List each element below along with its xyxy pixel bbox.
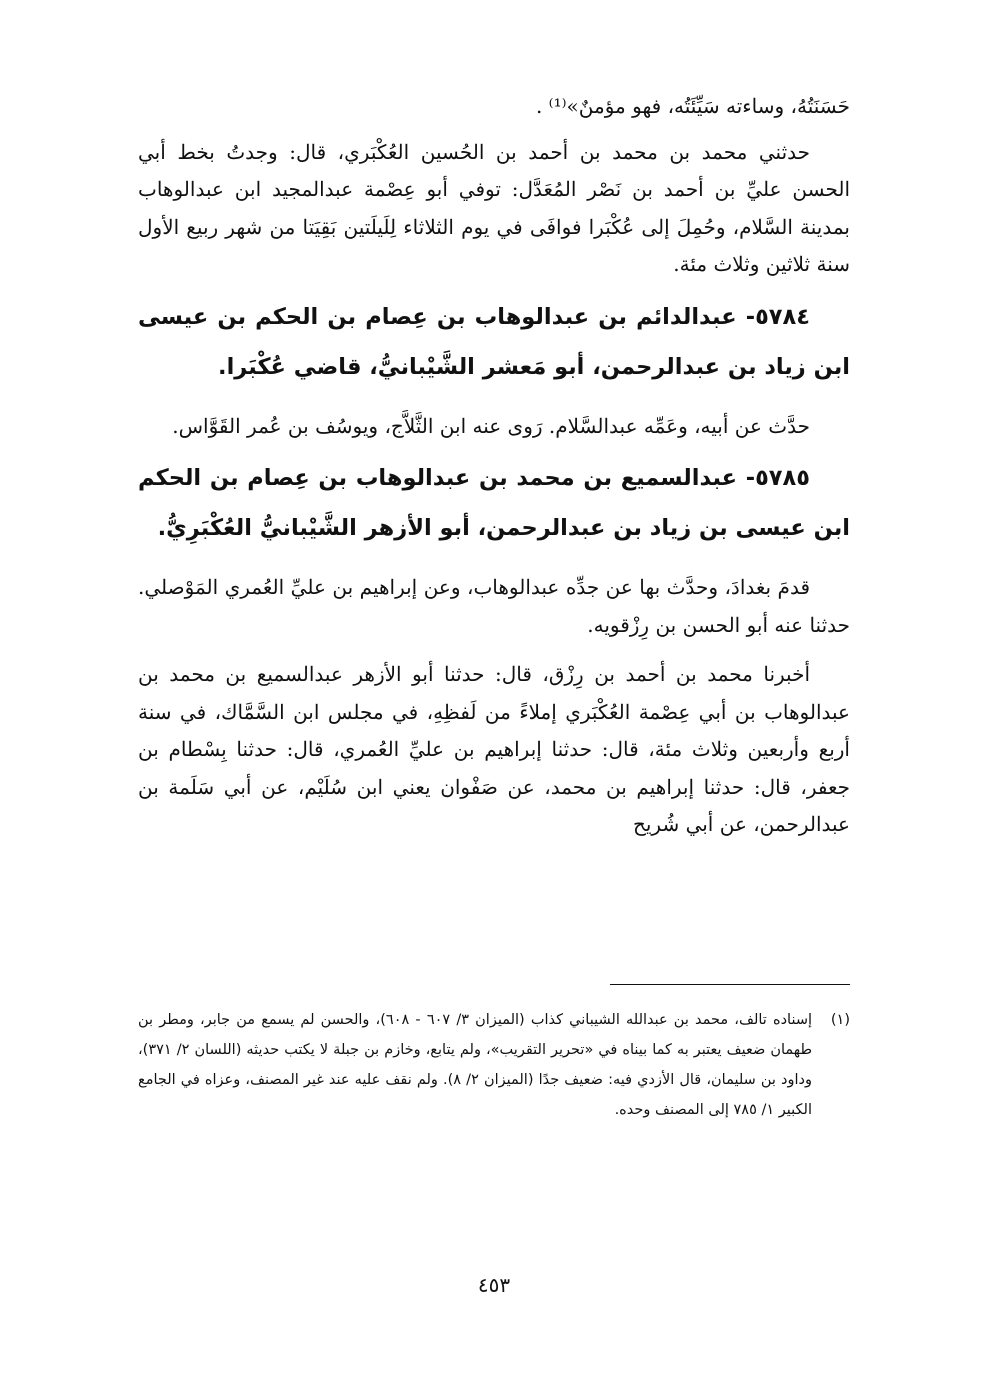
continuation-line: حَسَنَتُهُ، وساءته سَيِّئَتُه، فهو مؤمنٌ»⁽¹⁾ .: [535, 94, 850, 118]
paragraph-death-record: حدثني محمد بن محمد بن أحمد بن الحُسين العُكْبَري، قال: وجدتُ بخط أبي الحسن عليِّ بن أحمد بن نَصْر المُعَدَّل: توفي أبو عِصْمة عبدالمجيد ابن عبدالوهاب بمدينة السَّلام، وحُمِلَ إلى عُكْبَرا فوافَى في يوم الثلاثاء لِلَيلَتين بَقِيَتا من شهر ربيع الأول سنة ثلاثين وثلاث مئة.: [138, 139, 850, 276]
paragraph-entry-5784: حدَّث عن أبيه، وعَمِّه عبدالسَّلام. رَوى عنه ابن الثَّلاَّج، ويوسُف بن عُمر القَوَّاس.: [172, 413, 810, 438]
main-text: [138, 88, 850, 844]
entry-5785-heading: ٥٧٨٥- عبدالسميع بن محمد بن عبدالوهاب بن عِصام بن الحكم ابن عيسى بن زياد بن عبدالرحمن، أبو الأزهر الشَّيْبانيُّ العُكْبَرِيُّ.: [138, 465, 850, 541]
paragraph-entry-5785: قدمَ بغدادَ، وحدَّث بها عن جدِّه عبدالوهاب، وعن إبراهيم بن عليِّ العُمري المَوْصلي. حدثنا عنه أبو الحسن بن رِزْقويه.: [138, 575, 850, 637]
page-number: ٤٥٣: [477, 1273, 511, 1297]
footnote: [138, 1005, 850, 1125]
paragraph-isnad: أخبرنا محمد بن أحمد بن رِزْق، قال: حدثنا أبو الأزهر عبدالسميع بن محمد بن عبدالوهاب بن أبي عِصْمة العُكْبَري إملاءً من لَفظِهِ، في مجلس ابن السَّمَّاك، في سنة أربع وأربعين وثلاث مئة، قال: حدثنا إبراهيم بن عليِّ العُمري، قال: حدثنا بِسْطام بن جعفر، قال: حدثنا إبراهيم بن محمد، عن صَفْوان يعني ابن سُلَيْم، عن أبي سَلَمة بن عبدالرحمن، عن أبي شُريح: [138, 662, 850, 836]
footnotes: [138, 1005, 850, 1125]
footnote-text: إسناده تالف، محمد بن عبدالله الشيباني كذاب (الميزان ٣/ ٦٠٧ - ٦٠٨)، والحسن لم يسمع من جابر، ومطر بن طهمان ضعيف يعتبر به كما بيناه في «تحرير التقريب»، ولم يتابع، وخازم بن جبلة لا يكتب حديثه (اللسان ٢/ ٣٧١)، وداود بن سليمان، قال الأزدي فيه: ضعيف جدًا (الميزان ٢/ ٨). ولم نقف عليه عند غير المصنف، وعزاه في الجامع الكبير ١/ ٧٨٥ إلى المصنف وحده.: [138, 1012, 813, 1118]
entry-5784-heading: ٥٧٨٤- عبدالدائم بن عبدالوهاب بن عِصام بن الحكم بن عيسى ابن زياد بن عبدالرحمن، أبو مَعشر الشَّيْبانيُّ، قاضي عُكْبَرا.: [138, 303, 850, 380]
footnote-separator: [610, 984, 850, 985]
footnote-number: (١): [830, 1012, 850, 1028]
